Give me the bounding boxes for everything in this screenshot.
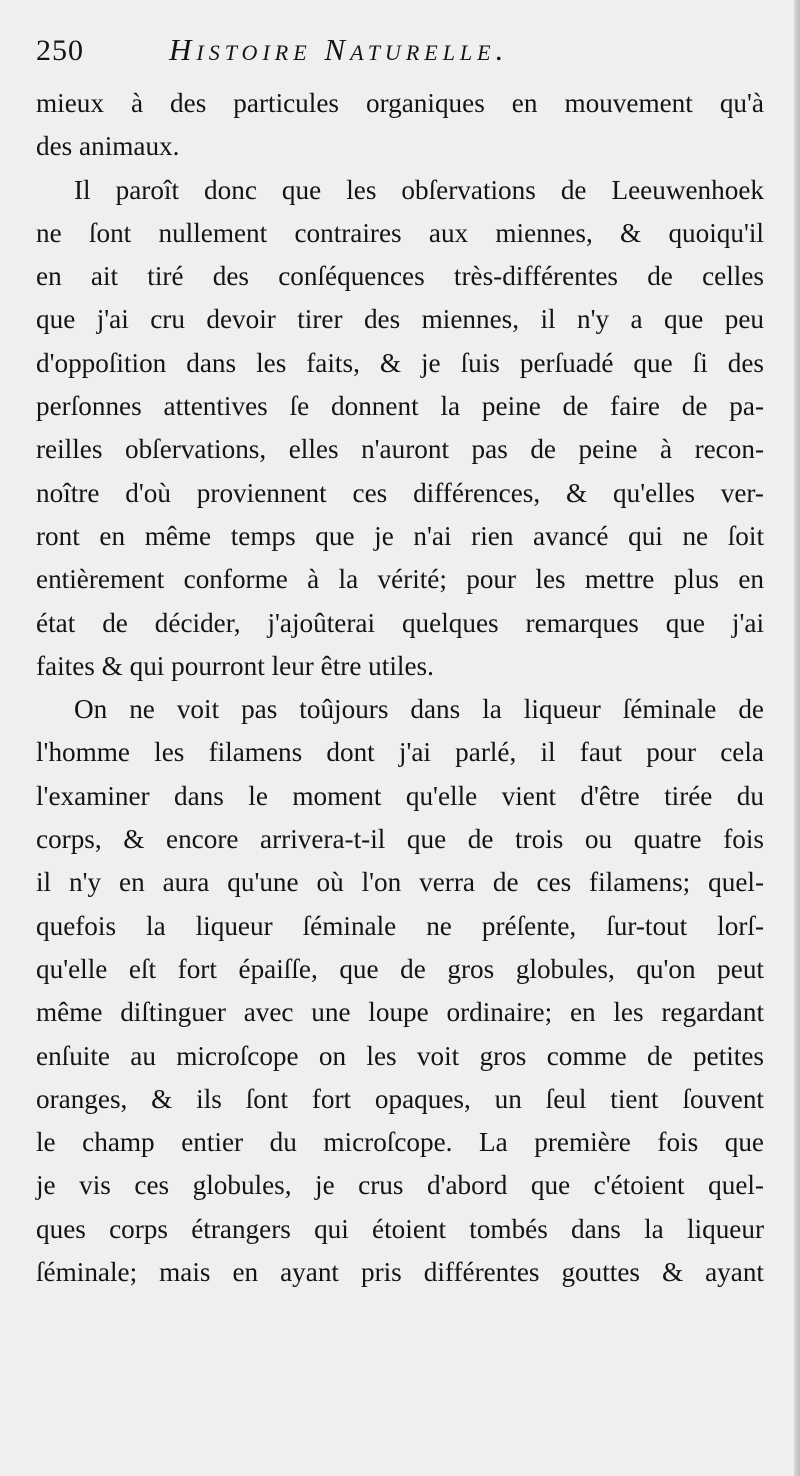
text-line: noître d'où proviennent ces différences, & qu'elles ver- <box>36 477 764 508</box>
page-number: 250 <box>36 34 84 67</box>
text-line: mieux à des particules organiques en mouvement qu'à <box>36 88 764 118</box>
text-line: des animaux. <box>36 131 180 162</box>
text-line: même diſtinguer avec une loupe ordinaire; en les regardant <box>36 997 764 1028</box>
text-line: oranges, & ils ſont fort opaques, un ſeul tient ſouvent <box>36 1083 764 1114</box>
text-line: d'oppoſition dans les faits, & je ſuis perſuadé que ſi des <box>36 347 764 378</box>
text-line: ne ſont nullement contraires aux miennes, & quoiqu'il <box>36 217 764 248</box>
text-line: le champ entier du microſcope. La première fois que <box>36 1127 764 1158</box>
text-line: l'homme les filamens dont j'ai parlé, il faut pour cela <box>36 737 764 768</box>
text-line: état de décider, j'ajoûterai quelques remarques que j'ai <box>36 607 764 638</box>
text-line: quefois la liqueur ſéminale ne préſente, ſur-tout lorſ- <box>36 910 764 941</box>
text-line: ront en même temps que je n'ai rien avancé qui ne ſoit <box>36 520 764 551</box>
page-header <box>36 30 756 78</box>
text-line: en ait tiré des conſéquences très-différentes de celles <box>36 261 764 292</box>
text-line: entièrement conforme à la vérité; pour les mettre plus en <box>36 564 764 595</box>
text-line: qu'elle eſt fort épaiſſe, que de gros globules, qu'on peut <box>36 953 764 984</box>
text-line: il n'y en aura qu'une où l'on verra de ces filamens; quel- <box>36 867 764 898</box>
text-line: ques corps étrangers qui étoient tombés dans la liqueur <box>36 1213 764 1244</box>
text-line: corps, & encore arrivera-t-il que de trois ou quatre fois <box>36 824 764 855</box>
running-head: Histoire Naturelle. <box>169 32 509 67</box>
text-line: je vis ces globules, je crus d'abord que c'étoient quel- <box>36 1170 764 1201</box>
text-line: enſuite au microſcope on les voit gros comme de petites <box>36 1040 764 1071</box>
text-line: reilles obſervations, elles n'auront pas de peine à recon- <box>36 434 764 465</box>
paragraph-start-line: On ne voit pas toûjours dans la liqueur ſéminale de <box>74 694 764 725</box>
page-edge-shadow <box>794 0 800 1476</box>
text-line: ſéminale; mais en ayant pris différentes gouttes & ayant <box>36 1257 764 1288</box>
text-line: perſonnes attentives ſe donnent la peine de faire de pa- <box>36 391 764 422</box>
text-line: que j'ai cru devoir tirer des miennes, il n'y a que peu <box>36 304 764 335</box>
body-text <box>36 82 764 1294</box>
paragraph-start-line: Il paroît donc que les obſervations de Leeuwenhoek <box>74 174 764 205</box>
text-line: faites & qui pourront leur être utiles. <box>36 650 434 681</box>
text-line: l'examiner dans le moment qu'elle vient d'être tirée du <box>36 780 764 811</box>
